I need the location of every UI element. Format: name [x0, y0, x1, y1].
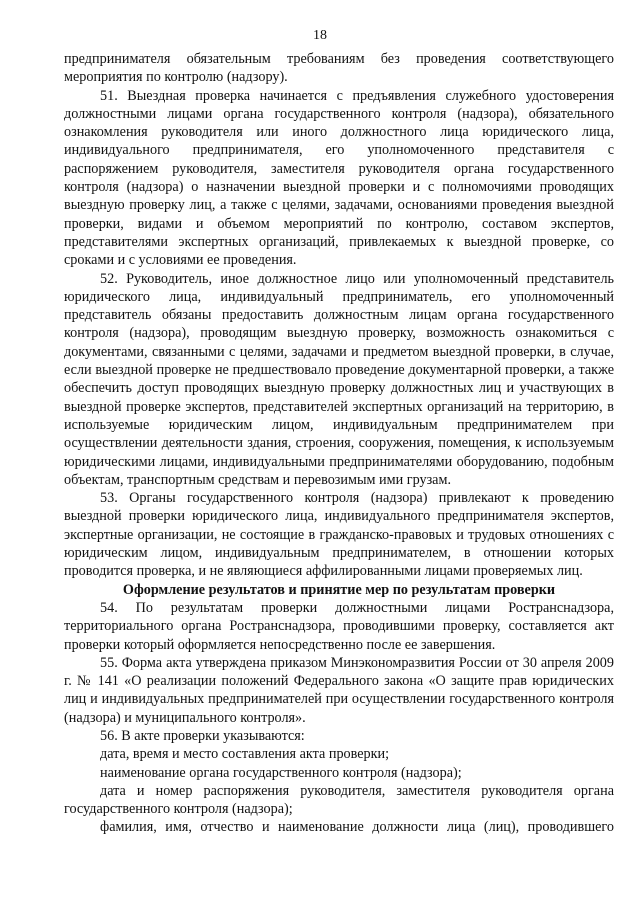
document-body	[64, 50, 614, 837]
page-number: 18	[313, 28, 327, 43]
list-item-1: дата, время и место составления акта проверки;	[100, 746, 390, 763]
list-item-2: наименование органа государственного контроля (надзора);	[100, 764, 462, 781]
paragraph-continuation: предпринимателя обязательным требованиям без проведения соответствующего мероприятия по контролю (надзору).	[64, 51, 614, 86]
paragraph-56: 56. В акте проверки указываются:	[100, 727, 305, 744]
section-heading: Оформление результатов и принятие мер по результатам проверки	[122, 581, 556, 598]
paragraph-54: 54. По результатам проверки должностными лицами Ространснадзора, территориального органа Ространснадзора, проводившими проверку, составляется акт проверки который оформляется непосредственно после ее завершения.	[64, 599, 614, 653]
paragraph-53: 53. Органы государственного контроля (надзора) привлекают к проведению выездной проверки юридического лица, индивидуального предпринимателя экспертов, экспертные организации, не состоящие в гражданско-правовых и трудовых отношениях с юридическим лицом, индивидуальным предпринимателем, в отношении которых проводится проверка, и не являющиеся аффилированными лицами проверяемых лиц.	[64, 490, 614, 580]
list-item-4: фамилия, имя, отчество и наименование должности лица (лиц), проводившего	[100, 819, 614, 836]
paragraph-52: 52. Руководитель, иное должностное лицо или уполномоченный представитель юридического лица, индивидуальный предприниматель, его уполномоченный представитель обязаны предоставить должностным лицам органа государственного контроля (надзора), проводящим выездную проверку, возможность ознакомиться с документами, связанными с целями, задачами и предметом выездной проверки, в случае, если выездной проверке не предшествовало проведение документарной проверки, а также обеспечить доступ проводящих выездную проверку должностных лиц и участвующих в выездной проверке экспертов, представителей экспертных организаций на территорию, в используемые юридическим лицом, индивидуальным предпринимателем при осуществлении деятельности здания, строения, сооружения, помещения, к используемым юридическими лицами, индивидуальными предпринимателями оборудованию, подобным объектам, транспортным средствам и перевозимым ими грузам.	[64, 270, 614, 488]
paragraph-51: 51. Выездная проверка начинается с предъявления служебного удостоверения должностными лицами органа государственного контроля (надзора), обязательного ознакомления руководителя или иного должностного лица юридического лица, индивидуального предпринимателя, его уполномоченного представителя с распоряжением руководителя, заместителя руководителя органа государственного контроля (надзора) о назначении выездной проверки и с полномочиями проводящих выездную проверку лиц, а также с целями, задачами, основаниями проведения выездной проверки, видами и объемом мероприятий по контролю, составом экспертов, представителями экспертных организаций, привлекаемых к выездной проверке, со сроками и с условиями ее проведения.	[64, 87, 614, 269]
list-item-3: дата и номер распоряжения руководителя, заместителя руководителя органа государственного контроля (надзора);	[64, 782, 614, 818]
paragraph-55: 55. Форма акта утверждена приказом Минэкономразвития России от 30 апреля 2009 г. № 141 «О реализации положений Федерального закона «О защите прав юридических лиц и индивидуальных предпринимателей при осуществлении государственного контроля (надзора) и муниципального контроля».	[64, 654, 614, 726]
